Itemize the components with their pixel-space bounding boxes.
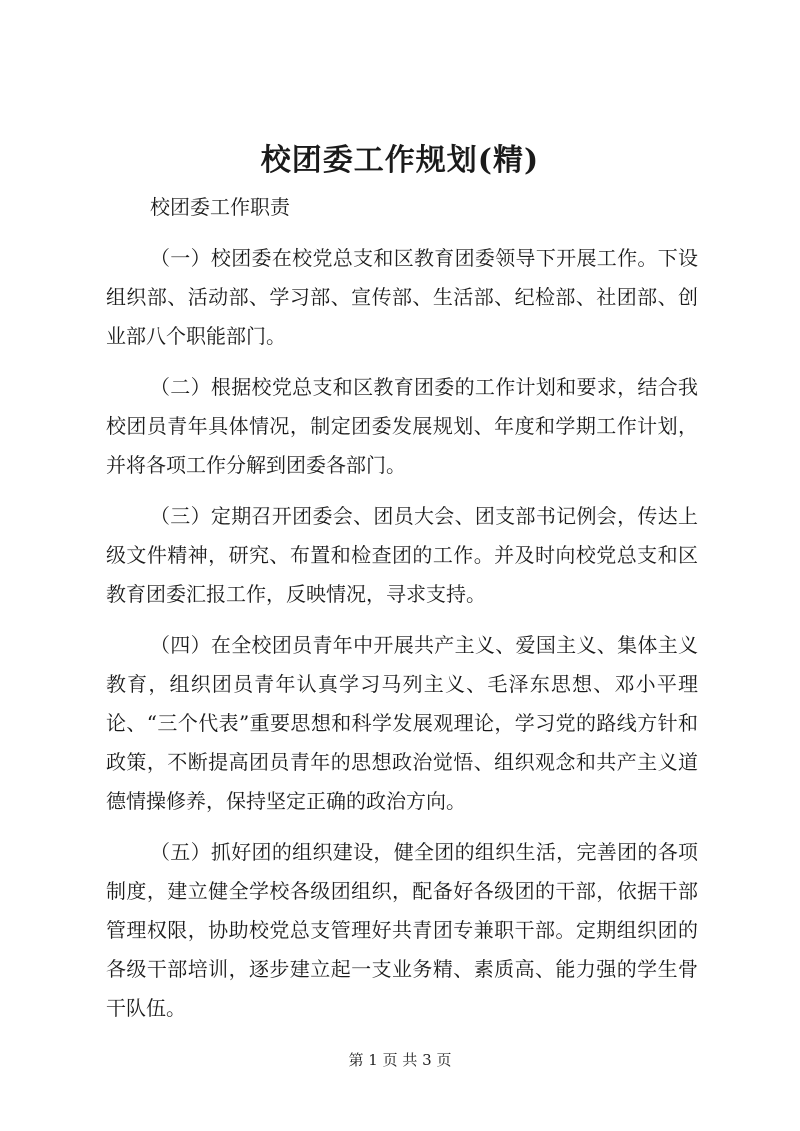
paragraph-4: （四）在全校团员青年中开展共产主义、爱国主义、集体主义教育，组织团员青年认真学习马列主义、毛泽东思想、邓小平理论、“三个代表”重要思想和科学发展观理论，学习党的路线方针和政策，不断提高团员青年的思想政治觉悟、组织观念和共产主义道德情操修养，保持坚定正确的政治方向。 <box>106 633 698 813</box>
paragraph-2: （二）根据校党总支和区教育团委的工作计划和要求，结合我校团员青年具体情况，制定团委发展规划、年度和学期工作计划，并将各项工作分解到团委各部门。 <box>106 375 698 477</box>
section-subheading: 校团委工作职责 <box>150 195 290 219</box>
paragraph-3: （三）定期召开团委会、团员大会、团支部书记例会，传达上级文件精神，研究、布置和检查团的工作。并及时向校党总支和区教育团委汇报工作，反映情况，寻求支持。 <box>106 504 698 606</box>
paragraph-1: （一）校团委在校党总支和区教育团委领导下开展工作。下设组织部、活动部、学习部、宣传部、生活部、纪检部、社团部、创业部八个职能部门。 <box>106 246 698 348</box>
page-footer: 第 1 页 共 3 页 <box>348 1051 452 1069</box>
paragraph-5: （五）抓好团的组织建设，健全团的组织生活，完善团的各项制度，建立健全学校各级团组织，配备好各级团的干部，依据干部管理权限，协助校党总支管理好共青团专兼职干部。定期组织团的各级干部培训，逐步建立起一支业务精、素质高、能力强的学生骨干队伍。 <box>106 840 698 1020</box>
document-body <box>106 188 698 1028</box>
document-title: 校团委工作规划(精) <box>260 143 540 178</box>
